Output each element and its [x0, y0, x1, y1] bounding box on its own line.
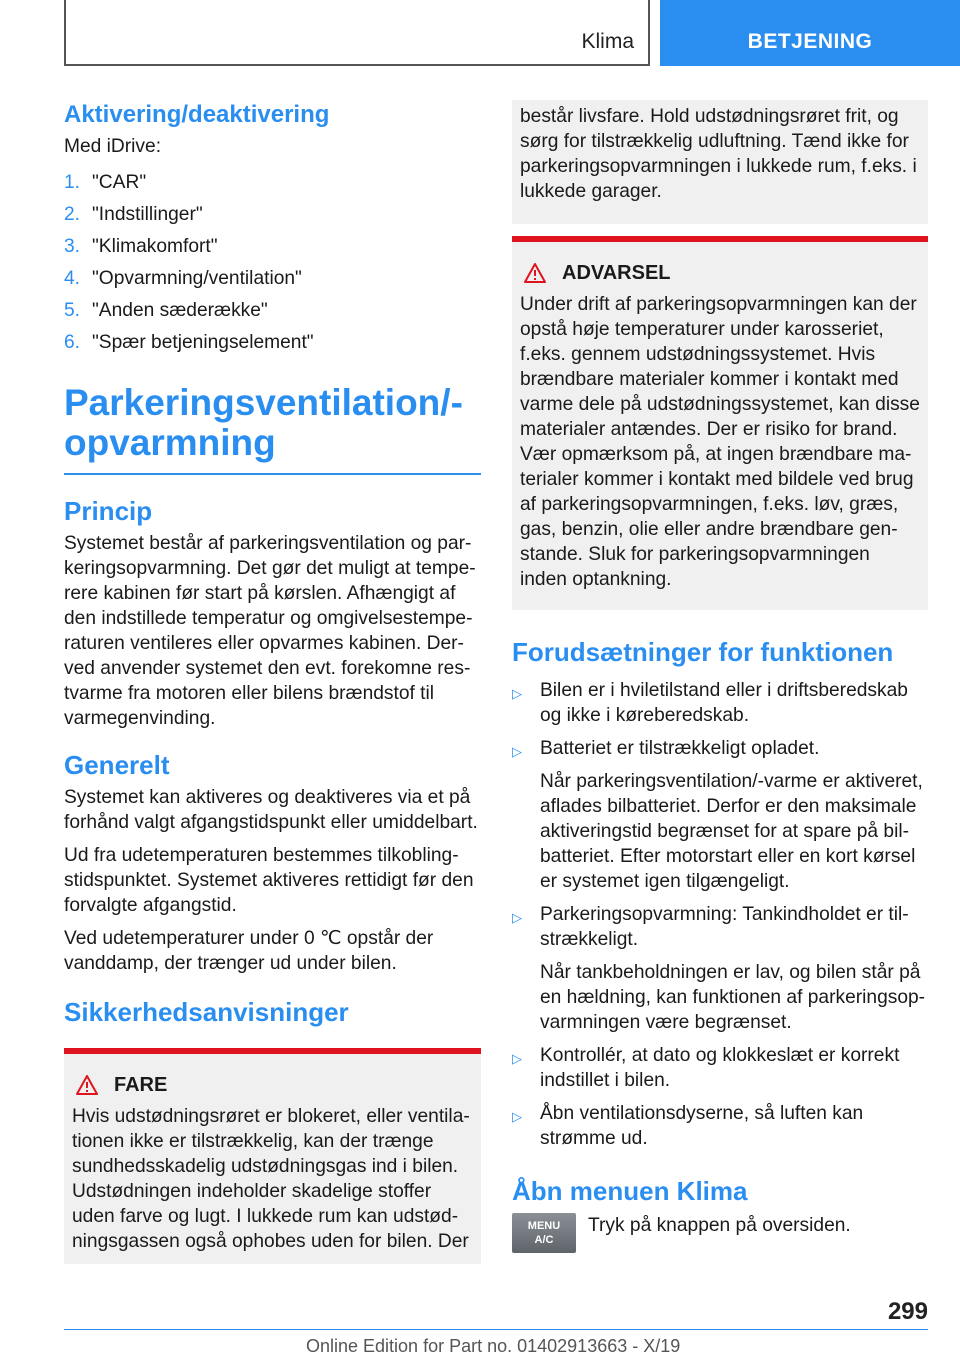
advarsel-text: Under drift af parkeringsopvarmningen kan der opstå høje temperaturer under karosseriet, f.eks. gennem udstødningssystemet. Hvis brændbare materialer kommer i kontakt med varme dele på udstødningssystemet, kan disse materialer antændes. Der er risiko for brand. Vær opmærksom på, at ingen brændbare ma-terialer kommer i kontakt med bildele ved brug af parkeringsopvarmningen, f.eks. løv, græs, gas, benzin, olie eller andre brændbare gen-stande. Sluk for parkeringsopvarmningen inden optankning.: [520, 294, 920, 590]
fare-warning-box: [64, 1048, 481, 1264]
sikkerhed-heading: Sikkerhedsanvisninger: [64, 997, 349, 1027]
requirement-body: [540, 1043, 928, 1093]
right-column: [512, 100, 928, 1253]
med-idrive-text: Med iDrive:: [64, 136, 162, 157]
footer-edition: Online Edition for Part no. 01402913663 - X/19: [306, 1336, 681, 1356]
step-text: "Opvarmning/ventilation": [92, 268, 302, 289]
menu-ac-button-line1: MENU: [527, 1220, 561, 1232]
bullet-triangle-icon: ▷: [512, 910, 522, 925]
main-section-heading: Parkeringsventilation/-opvarmning: [64, 383, 481, 475]
step-text: "Indstillinger": [92, 204, 203, 225]
bullet-triangle-icon: ▷: [512, 686, 522, 701]
header-section-box: [64, 0, 650, 66]
requirement-text: Kontrollér, at dato og klokkeslæt er korrekt indstillet i bilen.: [540, 1045, 900, 1091]
generelt-paragraph-3: Ved udetemperaturer under 0 ℃ opstår der vanddamp, der trænger ud under bilen.: [64, 928, 434, 974]
warning-triangle-icon: [76, 1075, 98, 1095]
requirement-text: Parkeringsopvarmning: Tankindholdet er til-strækkeligt.: [540, 904, 909, 950]
header-section-title: Klima: [581, 30, 634, 53]
requirement-body: [540, 678, 928, 728]
footer-divider: [64, 1329, 928, 1330]
fare-label-row: [72, 1070, 473, 1100]
step-item: [64, 263, 481, 295]
advarsel-label-row: [520, 258, 920, 288]
requirement-text: Bilen er i hviletilstand eller i driftsberedskab og ikke i køreberedskab.: [540, 680, 908, 726]
princip-heading: Princip: [64, 496, 153, 526]
menu-ac-button-icon: [512, 1213, 576, 1253]
requirement-item: [512, 736, 928, 894]
advarsel-label: ADVARSEL: [562, 261, 671, 284]
requirement-subtext: Når parkeringsventilation/-varme er aktiveret, aflades bilbatteriet. Derfor er den maksimale aktiveringstid begrænset for at spare på bil-batteriet. Efter motorstart eller en kort kørsel er systemet igen tilgængeligt.: [540, 771, 923, 892]
requirement-text: Batteriet er tilstrækkeligt opladet.: [540, 738, 820, 759]
requirement-body: [540, 1101, 928, 1151]
klima-instruction: Tryk på knappen på oversiden.: [588, 1215, 851, 1236]
idrive-steps-list: [64, 167, 481, 359]
klima-menu-row: [512, 1213, 928, 1253]
klima-menu-heading: Åbn menuen Klima: [512, 1176, 748, 1206]
bullet-triangle-icon: ▷: [512, 1051, 522, 1066]
step-text: "CAR": [92, 172, 147, 193]
step-item: [64, 167, 481, 199]
forudsaetninger-heading: Forudsætninger for funktionen: [512, 637, 894, 667]
requirement-item: [512, 1043, 928, 1093]
requirement-text: Åbn ventilationsdyserne, så luften kan strømme ud.: [540, 1103, 864, 1149]
page-header: [0, 0, 960, 66]
requirement-body: [540, 902, 928, 1035]
step-text: "Spær betjeningselement": [92, 332, 314, 353]
step-text: "Klimakomfort": [92, 236, 218, 257]
requirement-subtext: Når tankbeholdningen er lav, og bilen står på en hældning, kan funktionen af parkeringsop-varmningen være begrænset.: [540, 962, 926, 1033]
generelt-paragraph-1: Systemet kan aktiveres og deaktiveres via et på forhånd valgt afgangstidspunkt eller umiddelbart.: [64, 787, 478, 833]
page-number: 299: [887, 1298, 928, 1325]
step-item: [64, 231, 481, 263]
step-item: [64, 327, 481, 359]
princip-paragraph: Systemet består af parkeringsventilation og par-keringsopvarmning. Det gør det muligt at tempe-rere kabinen før start på kørslen. Afhængigt af den indstillede temperatur og omgivelsestempe-raturen ventileres eller opvarmes kabinen. Der-ved anvender systemet den evt. forekomne res-tvarme fra motoren eller bilens brændstof til varmegenvinding.: [64, 533, 476, 729]
step-number: 4.: [64, 268, 81, 289]
step-number: 1.: [64, 172, 81, 193]
bullet-triangle-icon: ▷: [512, 744, 522, 759]
warning-triangle-icon: [524, 263, 546, 283]
requirement-item: [512, 678, 928, 728]
fare-text: Hvis udstødningsrøret er blokeret, eller ventila-tionen ikke er tilstrækkelig, kan der trænge sundhedsskadelig udstødningsgas ind i bilen. Udstødningen indeholder skadelige stoffer uden farve og lugt. I lukkede rum kan udstød-ningsgassen også ophobes uden for bilen. Der: [72, 1106, 470, 1252]
advarsel-warning-box: [512, 236, 928, 610]
left-column: [64, 100, 481, 1264]
generelt-paragraph-2: Ud fra udetemperaturen bestemmes tilkobling-stidspunktet. Systemet aktiveres rettidigt før den forvalgte afgangstid.: [64, 845, 474, 916]
fare-text-continued: består livsfare. Hold udstødningsrøret frit, og sørg for tilstrækkelig udluftning. Tænd ikke for parkeringsopvarmningen i lukkede rum, f.eks. i lukkede garager.: [520, 106, 917, 202]
menu-ac-button-line2: A/C: [534, 1234, 554, 1246]
step-number: 3.: [64, 236, 81, 257]
requirement-item: [512, 902, 928, 1035]
step-number: 2.: [64, 204, 81, 225]
requirement-item: [512, 1101, 928, 1151]
step-item: [64, 295, 481, 327]
requirement-body: [540, 736, 928, 894]
step-text: "Anden sæderække": [92, 300, 268, 321]
fare-warning-box-continued: [512, 100, 928, 224]
bullet-triangle-icon: ▷: [512, 1109, 522, 1124]
requirements-list: [512, 678, 928, 1151]
header-chapter-tab: BETJENING: [660, 0, 960, 66]
aktivering-heading: Aktivering/deaktivering: [64, 101, 330, 128]
fare-label: FARE: [114, 1073, 168, 1096]
step-number: 5.: [64, 300, 81, 321]
step-number: 6.: [64, 332, 81, 353]
generelt-heading: Generelt: [64, 750, 170, 780]
step-item: [64, 199, 481, 231]
